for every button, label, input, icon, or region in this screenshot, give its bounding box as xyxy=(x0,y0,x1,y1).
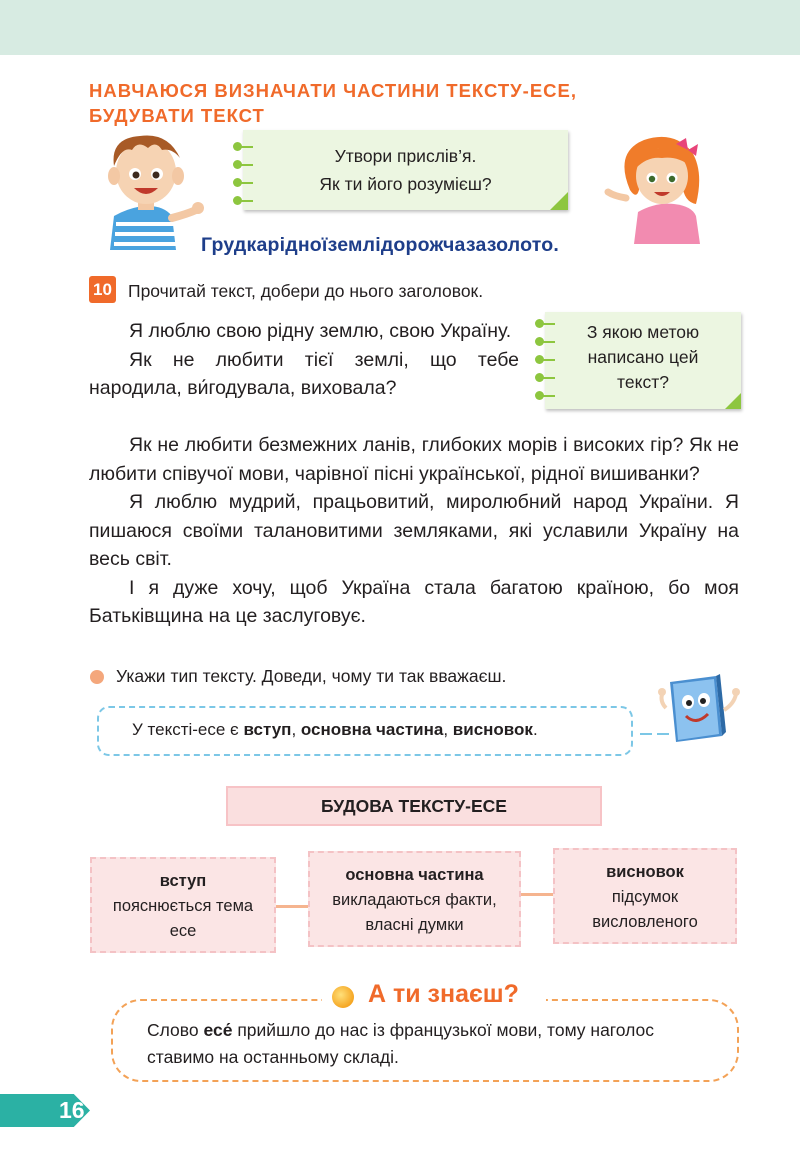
girl-illustration xyxy=(604,132,714,244)
card-desc: викладаються факти, xyxy=(332,891,497,909)
part-intro: вступ xyxy=(243,720,292,739)
heading-line-1: НАВЧАЮСЯ ВИЗНАЧАТИ ЧАСТИНИ ТЕКСТУ-ЕСЕ, xyxy=(89,80,578,101)
lightbulb-icon xyxy=(332,986,354,1008)
card-title: вступ xyxy=(159,872,207,890)
did-you-know-text: Слово есе́ прийшло до нас із французької мови, тому наголос ставимо на останньому складі. xyxy=(147,1020,655,1067)
text-paragraph: Як не любити безмежних ланів, глибоких морів і високих гір? Як не любити співучої мови, чарівної пісні української, рідної вишиванки? xyxy=(89,434,739,485)
proverb-note-line-2: Як ти його розумієш? xyxy=(319,174,492,194)
reading-text-part-1 xyxy=(89,317,519,403)
text-paragraph: Як не любити тієї землі, що тебе народила, ви́годувала, виховала? xyxy=(89,348,519,399)
card-desc: підсумок xyxy=(611,888,679,906)
proverb-note xyxy=(243,130,568,210)
task-number-badge: 10 xyxy=(89,276,116,303)
boy-illustration xyxy=(92,132,204,250)
dash-trail xyxy=(640,733,652,735)
card-desc: есе xyxy=(169,922,197,940)
card-main-part xyxy=(308,851,521,947)
purpose-note-line-2: написано цей xyxy=(587,347,699,367)
task-instruction: Прочитай текст, добери до нього заголовок. xyxy=(128,281,484,301)
card-desc: висловленого xyxy=(592,913,698,931)
card-conclusion xyxy=(553,848,737,944)
essay-parts-text: У тексті-есе є вступ, основна частина, висновок. xyxy=(132,720,538,739)
part-main: основна частина xyxy=(300,720,444,739)
card-title: висновок xyxy=(606,863,684,881)
purpose-note-line-1: З якою метою xyxy=(586,322,700,342)
card-intro xyxy=(90,857,276,953)
part-conclusion: висновок xyxy=(452,720,533,739)
book-character-illustration xyxy=(656,672,748,752)
top-band xyxy=(0,0,800,55)
did-you-know-title: А ти знаєш? xyxy=(368,980,519,1008)
structure-title: БУДОВА ТЕКСТУ-ЕСЕ xyxy=(226,786,602,826)
word-ese: есе́ xyxy=(203,1020,233,1040)
heading-line-2: БУДУВАТИ ТЕКСТ xyxy=(89,105,265,126)
text-paragraph: Я люблю свою рідну землю, свою Україну. xyxy=(129,320,512,342)
reading-text-part-2 xyxy=(89,431,739,631)
proverb-puzzle: Грудкарідноїземлідорожчазазолото. xyxy=(201,234,559,256)
section-heading xyxy=(89,78,577,128)
card-desc: пояснюється тема xyxy=(112,897,254,915)
card-title: основна частина xyxy=(345,866,484,884)
note-dots xyxy=(233,142,242,214)
text-paragraph: І я дуже хочу, щоб Україна стала багатою країною, бо моя Батьківщина на це заслуговує. xyxy=(89,576,739,627)
text-paragraph: Я люблю мудрий, працьовитий, миролюбний народ України. Я пишаюся своїми талановитими земляками, які уславили Україну на весь світ. xyxy=(89,491,739,570)
type-task: Укажи тип тексту. Доведи, чому ти так вважаєш. xyxy=(116,666,507,686)
card-desc: власні думки xyxy=(365,916,464,934)
purpose-note-line-3: текст? xyxy=(617,372,669,392)
connector-line xyxy=(520,893,556,896)
page-number: 16 xyxy=(59,1097,85,1123)
proverb-note-line-1: Утвори прислів’я. xyxy=(334,146,477,166)
purpose-note xyxy=(545,312,741,409)
bullet-icon xyxy=(90,670,104,684)
note-dots xyxy=(535,319,544,409)
